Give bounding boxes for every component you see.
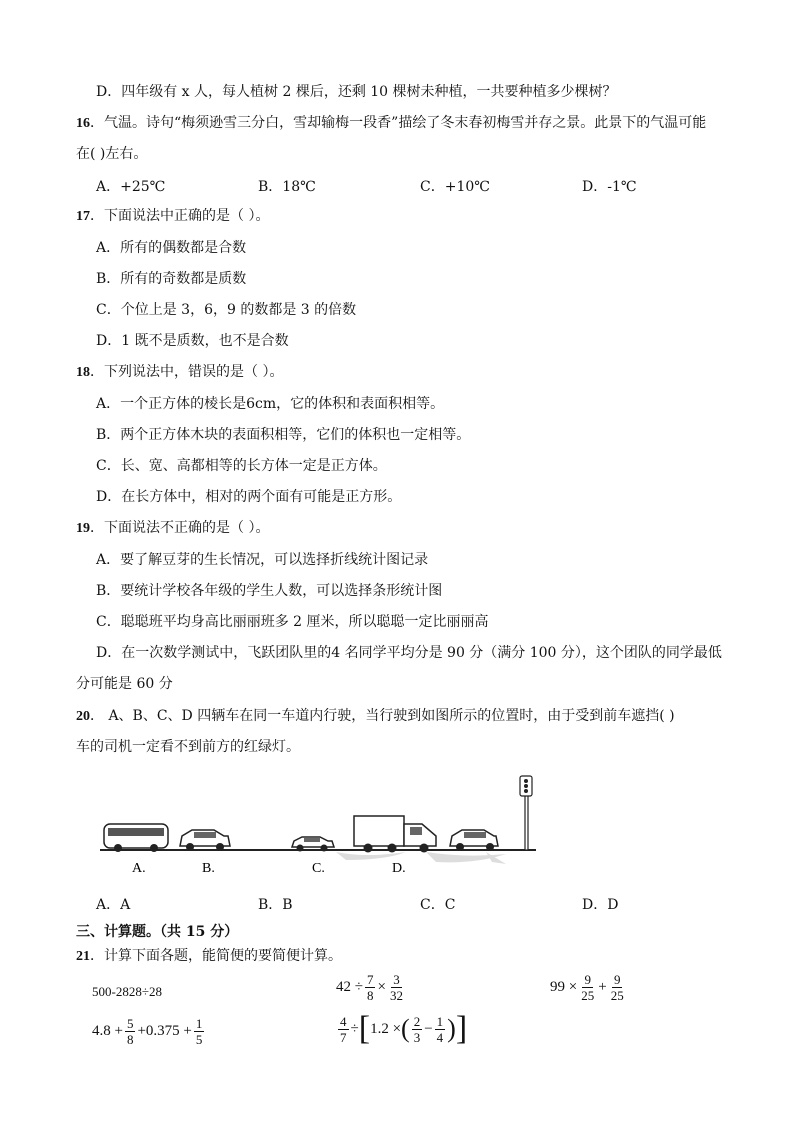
q20-option-c[interactable]: C．C <box>420 897 456 913</box>
fraction <box>365 972 376 1003</box>
denominator: 7 <box>340 1029 347 1045</box>
denominator: 3 <box>413 1029 421 1045</box>
denominator: 5 <box>195 1032 203 1047</box>
denominator: 25 <box>610 988 624 1003</box>
denominator: 25 <box>581 988 595 1003</box>
fraction <box>412 1014 423 1045</box>
q20-text: ． A、B、C、D 四辆车在同一车道内行驶，当行驶到如图所示的位置时，由于受到前车遮挡( ) <box>90 708 675 724</box>
q16-option-a[interactable]: A．+25℃ <box>96 179 166 195</box>
fraction <box>194 1016 205 1047</box>
numerator: 4 <box>340 1013 347 1029</box>
numerator: 7 <box>366 972 374 987</box>
question-number: 16 <box>76 116 90 131</box>
q16-stem-line1 <box>76 113 706 134</box>
road-texture <box>336 852 506 864</box>
figure-label-c: C. <box>312 861 325 876</box>
q16-option-b[interactable]: B．18℃ <box>258 179 316 195</box>
operator: − <box>424 1020 433 1037</box>
q16-option-c[interactable]: C．+10℃ <box>420 179 490 195</box>
q15-option-d: D．四年级有 x 人，每人植树 2 棵后，还剩 10 棵树未种植，一共要种植多少棵树？ <box>96 84 617 100</box>
q18-text: ．下列说法中，错误的是（ ）。 <box>90 364 284 380</box>
expression-5 <box>336 1012 467 1046</box>
denominator: 8 <box>366 988 374 1003</box>
q21-stem <box>76 946 342 967</box>
q16-option-d[interactable]: D．-1℃ <box>582 179 637 195</box>
question-number: 17 <box>76 209 90 224</box>
numerator: 1 <box>195 1016 203 1031</box>
fraction <box>609 972 626 1003</box>
fraction <box>435 1014 446 1045</box>
q18-option-c[interactable]: C．长、宽、高都相等的长方体一定是正方体。 <box>96 458 387 474</box>
q20-option-a[interactable]: A．A <box>96 897 131 913</box>
q18-stem <box>76 362 283 383</box>
traffic-light-icon <box>520 776 532 850</box>
expression-2 <box>336 972 407 1003</box>
q19-option-b[interactable]: B．要统计学校各年级的学生人数，可以选择条形统计图 <box>96 583 443 599</box>
fraction <box>579 972 596 1003</box>
section-title: 三、计算题。（共 15 分） <box>76 924 239 940</box>
expression-1: 500-2828÷28 <box>92 984 162 999</box>
left-paren: ( <box>401 1014 410 1043</box>
denominator: 32 <box>389 988 403 1003</box>
denominator: 4 <box>436 1029 444 1045</box>
numerator: 9 <box>613 972 621 987</box>
operator: × <box>377 979 386 995</box>
q18-option-b[interactable]: B．两个正方体木块的表面积相等，它们的体积也一定相等。 <box>96 427 471 443</box>
q16-stem-line2: 在( )左右。 <box>76 146 148 162</box>
expr-text: +0.375 + <box>137 1023 192 1039</box>
q17-option-c[interactable]: C．个位上是 3，6，9 的数都是 3 的倍数 <box>96 302 357 318</box>
figure-label-b: B. <box>202 861 215 876</box>
bus-icon <box>104 824 168 852</box>
denominator: 8 <box>126 1032 134 1047</box>
fraction <box>125 1016 136 1047</box>
q17-option-a[interactable]: A．所有的偶数都是合数 <box>96 240 247 256</box>
q20-option-d[interactable]: D．D <box>582 897 619 913</box>
expr-text: 1.2 × <box>370 1020 402 1037</box>
right-paren: ) <box>447 1014 456 1043</box>
q20-option-b[interactable]: B．B <box>258 897 293 913</box>
car-b-icon <box>180 830 230 851</box>
q20-stem-line1 <box>76 706 675 727</box>
expression-4 <box>92 1016 206 1047</box>
q21-text: ．计算下面各题，能简便的要简便计算。 <box>90 948 342 964</box>
truck-icon <box>354 816 436 853</box>
traffic-figure <box>96 770 556 882</box>
figure-label-d: D. <box>392 861 406 876</box>
q17-option-b[interactable]: B．所有的奇数都是质数 <box>96 271 247 287</box>
q16-text: ．气温。诗句“梅须逊雪三分白，雪却输梅一段香”描绘了冬末春初梅雪并存之景。此景下的气温可能 <box>90 115 707 131</box>
question-number: 20 <box>76 709 90 724</box>
question-number: 21 <box>76 949 90 964</box>
q18-option-d[interactable]: D．在长方体中，相对的两个面有可能是正方形。 <box>96 489 402 505</box>
left-bracket: [ <box>358 1010 371 1047</box>
expression-3 <box>550 972 628 1003</box>
operator: + <box>598 979 607 995</box>
q17-stem <box>76 206 269 227</box>
operator: ÷ <box>350 1020 359 1037</box>
car-e-icon <box>450 830 498 851</box>
q19-option-a[interactable]: A．要了解豆芽的生长情况，可以选择折线统计图记录 <box>96 552 429 568</box>
q18-option-a[interactable]: A．一个正方体的棱长是6cm，它的体积和表面积相等。 <box>96 396 445 412</box>
question-number: 19 <box>76 521 90 536</box>
numerator: 3 <box>393 972 400 987</box>
expr-text: 99 × <box>550 979 578 995</box>
fraction <box>338 1014 349 1045</box>
fraction <box>388 972 405 1003</box>
numerator: 2 <box>413 1013 421 1029</box>
q17-text: ．下面说法中正确的是（ ）。 <box>90 208 270 224</box>
numerator: 9 <box>584 972 591 987</box>
right-bracket: ] <box>455 1010 468 1047</box>
q20-stem-line2: 车的司机一定看不到前方的红绿灯。 <box>76 739 300 755</box>
q19-text: ．下面说法不正确的是（ ）。 <box>90 520 270 536</box>
expr-text: 42 ÷ <box>336 979 363 995</box>
q19-option-c[interactable]: C．聪聪班平均身高比丽丽班多 2 厘米，所以聪聪一定比丽丽高 <box>96 614 489 630</box>
q19-option-d[interactable]: D．在一次数学测试中，飞跃团队里的4 名同学平均分是 90 分（满分 100 分），这个团队的同学最低 <box>96 645 722 661</box>
q19-option-d-cont: 分可能是 60 分 <box>76 676 173 692</box>
numerator: 1 <box>436 1013 444 1029</box>
figure-label-a: A. <box>132 861 146 876</box>
expr-text: 4.8 + <box>92 1023 123 1039</box>
q19-stem <box>76 518 269 539</box>
question-number: 18 <box>76 365 90 380</box>
q17-option-d[interactable]: D．1 既不是质数，也不是合数 <box>96 333 289 349</box>
numerator: 5 <box>126 1016 134 1031</box>
